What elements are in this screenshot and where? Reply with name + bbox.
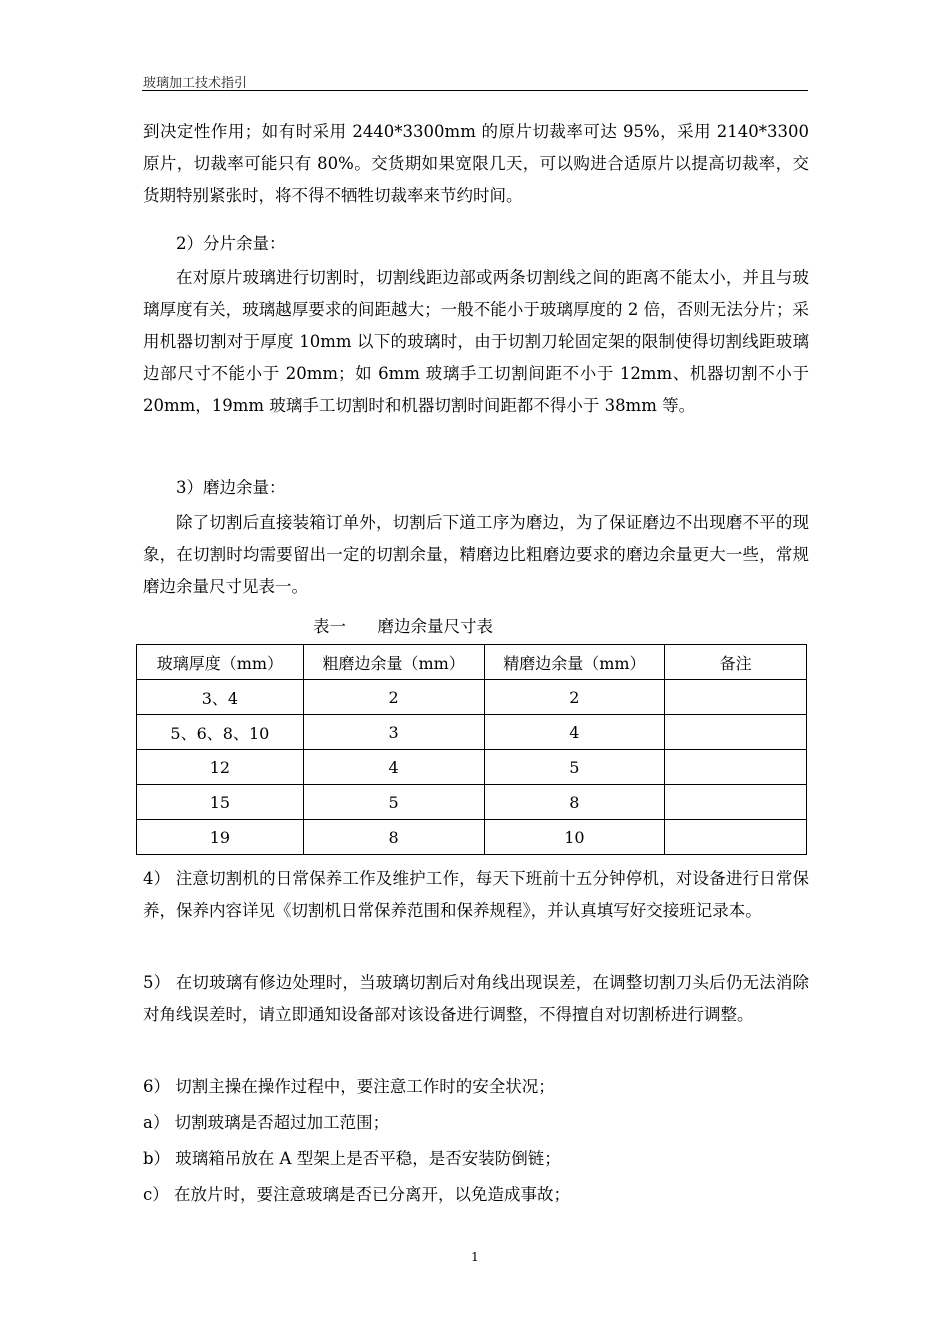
- table-row: [137, 750, 807, 785]
- table-cell: [665, 680, 807, 715]
- table-cell: [665, 785, 807, 820]
- paragraph-safety: 6） 切割主操在操作过程中，要注意工作时的安全状况；: [143, 1077, 555, 1096]
- table-cell: 5: [303, 785, 484, 820]
- header-rule: [142, 90, 808, 91]
- header-title: 玻璃加工技术指引: [143, 76, 248, 91]
- table-cell: [665, 715, 807, 750]
- table-row: [137, 715, 807, 750]
- table-cell: 8: [484, 785, 665, 820]
- table-cell: [665, 750, 807, 785]
- list-item-a: a） 切割玻璃是否超过加工范围；: [143, 1113, 390, 1132]
- heading-split-allowance: 2）分片余量：: [176, 234, 286, 253]
- table-header-cell: 粗磨边余量（mm）: [303, 645, 484, 680]
- table-header-cell: 备注: [665, 645, 807, 680]
- table-row: [137, 820, 807, 855]
- table-cell: 8: [303, 820, 484, 855]
- edging-allowance-table: [136, 644, 807, 855]
- table-cell: 3、4: [137, 680, 304, 715]
- paragraph-edging-allowance: 除了切割后直接装箱订单外，切割后下道工序为磨边，为了保证磨边不出现磨不平的现象，在切割时均需要留出一定的切割余量，精磨边比粗磨边要求的磨边余量更大一些，常规磨边余量尺寸见表一。: [143, 513, 809, 596]
- list-item-b: b） 玻璃箱吊放在 A 型架上是否平稳，是否安装防倒链；: [143, 1149, 561, 1168]
- table-cell: 2: [484, 680, 665, 715]
- table-header-row: [137, 645, 807, 680]
- paragraph-diagonal-error: 5） 在切玻璃有修边处理时，当玻璃切割后对角线出现误差，在调整切割刀头后仍无法消除对角线误差时，请立即通知设备部对该设备进行调整，不得擅自对切割桥进行调整。: [143, 973, 809, 1024]
- table-cell: [665, 820, 807, 855]
- heading-edging-allowance: 3）磨边余量：: [176, 478, 286, 497]
- table-cell: 19: [137, 820, 304, 855]
- table-caption: 表一 磨边余量尺寸表: [313, 617, 493, 636]
- table-cell: 15: [137, 785, 304, 820]
- table-cell: 4: [303, 750, 484, 785]
- table-cell: 4: [484, 715, 665, 750]
- table-cell: 12: [137, 750, 304, 785]
- table-header-cell: 玻璃厚度（mm）: [137, 645, 304, 680]
- list-item-c: c） 在放片时，要注意玻璃是否已分离开，以免造成事故；: [143, 1185, 570, 1204]
- table-header-cell: 精磨边余量（mm）: [484, 645, 665, 680]
- table-cell: 3: [303, 715, 484, 750]
- paragraph-maintenance: 4） 注意切割机的日常保养工作及维护工作，每天下班前十五分钟停机，对设备进行日常保养，保养内容详见《切割机日常保养范围和保养规程》，并认真填写好交接班记录本。: [143, 869, 809, 920]
- table-cell: 10: [484, 820, 665, 855]
- table-cell: 2: [303, 680, 484, 715]
- table-row: [137, 680, 807, 715]
- table-row: [137, 785, 807, 820]
- table-cell: 5、6、8、10: [137, 715, 304, 750]
- paragraph-split-allowance: 在对原片玻璃进行切割时，切割线距边部或两条切割线之间的距离不能太小，并且与玻璃厚度有关，玻璃越厚要求的间距越大；一般不能小于玻璃厚度的 2 倍，否则无法分片；采用机器切割对于厚度 10mm 以下的玻璃时，由于切割刀轮固定架的限制使得切割线距玻璃边部尺寸不能小于 20mm；如 6mm 玻璃手工切割间距不小于 12mm、机器切割不小于 20mm，19mm 玻璃手工切割时和机器切割时间距都不得小于 38mm 等。: [143, 268, 809, 415]
- table-cell: 5: [484, 750, 665, 785]
- paragraph-cutting-rate: 到决定性作用；如有时采用 2440*3300mm 的原片切裁率可达 95%，采用 2140*3300 原片，切裁率可能只有 80%。交货期如果宽限几天，可以购进合适原片以提高切裁率，交货期特别紧张时，将不得不牺牲切裁率来节约时间。: [143, 122, 809, 205]
- page-number: 1: [471, 1250, 479, 1264]
